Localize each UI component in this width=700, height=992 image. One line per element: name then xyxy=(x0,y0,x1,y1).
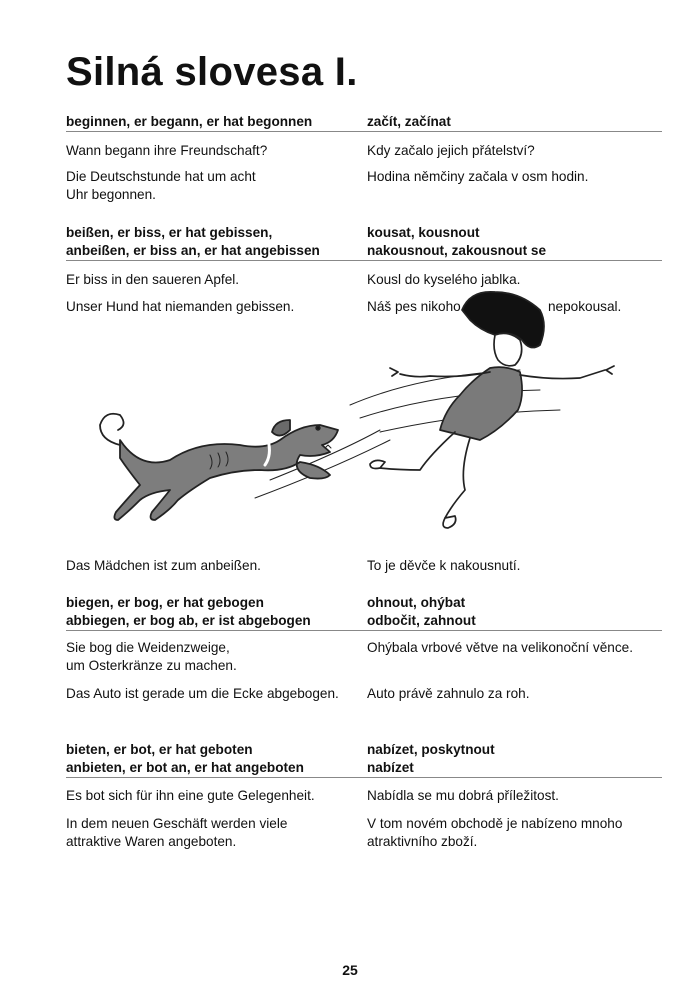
example-de: Uhr begonnen. xyxy=(66,187,156,202)
example-cs: Nabídla se mu dobrá příležitost. xyxy=(367,788,559,803)
example-de: Er biss in den saueren Apfel. xyxy=(66,272,240,287)
example-cs: Auto právě zahnulo za roh. xyxy=(367,686,530,701)
example-cs: To je děvče k nakousnutí. xyxy=(367,558,521,573)
verb-heading-cs: nabízet xyxy=(367,760,414,775)
example-cs: Kousl do kyselého jablka. xyxy=(367,272,521,287)
example-de: Sie bog die Weidenzweige, xyxy=(66,640,230,655)
example-de: Die Deutschstunde hat um acht xyxy=(66,169,256,184)
example-de: Das Auto ist gerade um die Ecke abgebogen. xyxy=(66,686,339,701)
example-de: attraktive Waren angeboten. xyxy=(66,834,237,849)
verb-heading-de: anbieten, er bot an, er hat angeboten xyxy=(66,760,304,775)
example-de: In dem neuen Geschäft werden viele xyxy=(66,816,288,831)
example-cs: Náš pes nikoho xyxy=(367,299,461,314)
example-de: Wann begann ihre Freundschaft? xyxy=(66,143,268,158)
verb-heading-cs: ohnout, ohýbat xyxy=(367,595,466,610)
verb-heading-cs: nabízet, poskytnout xyxy=(367,742,495,757)
example-de: Das Mädchen ist zum anbeißen. xyxy=(66,558,261,573)
example-cs: Kdy začalo jejich přátelství? xyxy=(367,143,535,158)
example-cs: Ohýbala vrbové větve na velikonoční věnce. xyxy=(367,640,633,655)
page-title: Silná slovesa I. xyxy=(66,50,358,94)
verb-heading-de: beginnen, er begann, er hat begonnen xyxy=(66,114,313,129)
section-divider xyxy=(66,630,662,631)
verb-heading-cs: nakousnout, zakousnout se xyxy=(367,243,547,258)
example-cs: nepokousal. xyxy=(548,299,622,314)
verb-heading-cs: začít, začínat xyxy=(367,114,451,129)
page-number: 25 xyxy=(342,962,358,978)
section-divider xyxy=(66,777,662,778)
example-cs: V tom novém obchodě je nabízeno mnoho xyxy=(367,816,623,831)
verb-heading-cs: kousat, kousnout xyxy=(367,225,480,240)
verb-heading-cs: odbočit, zahnout xyxy=(367,613,476,628)
example-cs: atraktivního zboží. xyxy=(367,834,478,849)
example-de: um Osterkränze zu machen. xyxy=(66,658,237,673)
example-de: Unser Hund hat niemanden gebissen. xyxy=(66,299,295,314)
verb-heading-de: abbiegen, er bog ab, er ist abgebogen xyxy=(66,613,311,628)
verb-heading-de: biegen, er bog, er hat gebogen xyxy=(66,595,264,610)
example-de: Es bot sich für ihn eine gute Gelegenheit. xyxy=(66,788,315,803)
verb-heading-de: anbeißen, er biss an, er hat angebissen xyxy=(66,243,320,258)
verb-heading-de: bieten, er bot, er hat geboten xyxy=(66,742,253,757)
verb-heading-de: beißen, er biss, er hat gebissen, xyxy=(66,225,273,240)
example-cs: Hodina němčiny začala v osm hodin. xyxy=(367,169,589,184)
